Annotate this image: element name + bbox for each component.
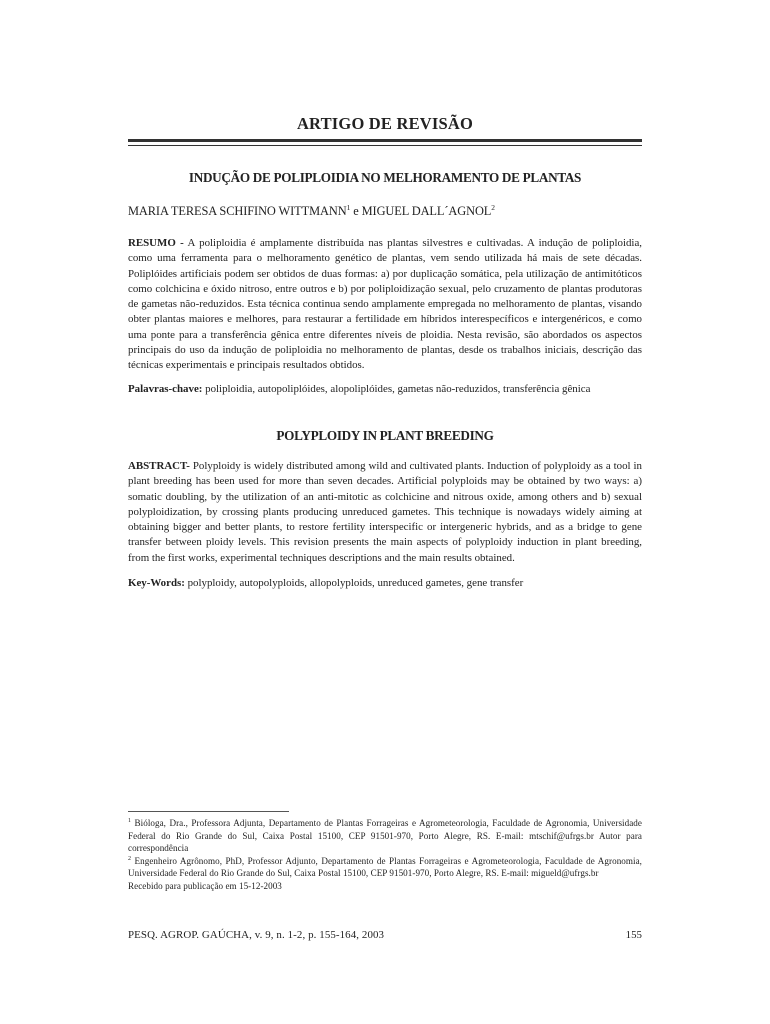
footnote-2-mark: 2 (128, 855, 132, 862)
resumo-paragraph (128, 236, 642, 374)
journal-citation: PESQ. AGROP. GAÚCHA, v. 9, n. 1-2, p. 155-164, 2003 (128, 929, 385, 941)
author-1-name: MARIA TERESA SCHIFINO WITTMANN (128, 204, 347, 218)
palavras-chave-label: Palavras-chave: (128, 383, 203, 395)
author-2-footnote-mark: 2 (491, 202, 495, 212)
abstract-text: Polyploidy is widely distributed among wild and cultivated plants. Induction of polyploidy as a tool in plant breeding has been used for more than seven decades. Artificial polyploids may be obtained by two ways: a) somatic doubling, by the utilization of an anti-mitotic as colchicine and nitrous oxide, among others and b) sexual polyploidization, by crossing plants producing unreduced gametes. This technique is nowadays widely aiming at obtaining bigger and better plants, to restore fertility interspecific or intergeneric hybrids, and as a bridge to gene transfer between ploidy levels. This revision presents the main aspects of polyploidy induction in plant breeding, from the first works, experimental techniques descriptions and the main results obtained. (128, 460, 642, 564)
footnote-1 (128, 817, 642, 855)
received-date: Recebido para publicação em 15-12-2003 (128, 880, 282, 891)
article-title-pt: INDUÇÃO DE POLIPLOIDIA NO MELHORAMENTO DE PLANTAS (188, 170, 582, 185)
resumo-text: A poliploidia é amplamente distribuída nas plantas silvestres e cultivadas. A indução de poliploidia, como uma ferramenta para o melhoramento genético de plantas, vem sendo utilizada há mais de sete décadas. Poliplóides artificiais podem ser obtidos de duas formas: a) por duplicação somática, pela utilização de antimitóticos como colchicina e óxido nitroso, entre outros e b) por poliploidização sexual, pelo cruzamento de plantas produtoras de gametas não-reduzidos. Esta técnica continua sendo amplamente empregada no melhoramento de plantas, visando obter plantas maiores e melhores, para restaurar a fertilidade em híbridos interespecíficos e intergenéricos, e como uma ponte para a transferência gênica entre diferentes níveis de ploidia. Nesta revisão, são abordados os aspectos principais do uso da indução de poliploidia no melhoramento de plantas, desde os trabalhos iniciais, descrição das técnicas experimentais e principais resultados obtidos. (128, 237, 642, 372)
author-line (128, 204, 642, 219)
abstract-paragraph (128, 459, 642, 566)
footnote-2 (128, 855, 642, 880)
key-words-text: polyploidy, autopolyploids, allopolyploids, unreduced gametes, gene transfer (184, 577, 524, 589)
footnote-1-text: Bióloga, Dra., Professora Adjunta, Departamento de Plantas Forrageiras e Agrometeorologia, Faculdade de Agronomia, Universidade Federal do Rio Grande do Sul, Caixa Postal 15100, CEP 91501-970, Porto Alegre, RS. E-mail: mtschif@ufrgs.br Autor para correspondência (128, 818, 642, 854)
palavras-chave-paragraph (128, 382, 642, 397)
palavras-chave-text: poliploidia, autopoliplóides, alopoliplóides, gametas não-reduzidos, transferência gênica (202, 383, 591, 395)
author-joiner: e (350, 204, 362, 218)
footnote-1-mark: 1 (128, 817, 132, 824)
key-words-label: Key-Words: (128, 577, 185, 589)
header-rule-thick (128, 139, 642, 142)
author-2-name: MIGUEL DALL´AGNOL (361, 204, 492, 218)
key-words-paragraph (128, 576, 642, 591)
section-label: ARTIGO DE REVISÃO (296, 114, 474, 133)
author-1-footnote-mark: 1 (346, 202, 351, 212)
footnotes (128, 817, 642, 893)
page-number: 155 (625, 929, 642, 941)
abstract-label: ABSTRACT- (128, 460, 190, 472)
footnote-divider (128, 811, 289, 812)
footnote-2-text: Engenheiro Agrônomo, PhD, Professor Adjunto, Departamento de Plantas Forrageiras e Agrometeorologia, Faculdade de Agronomia, Universidade Federal do Rio Grande do Sul, Caixa Postal 15100, CEP 91501-970, Porto Alegre, RS. E-mail: migueld@ufrgs.br (128, 855, 642, 879)
header-rule-thin (128, 145, 642, 146)
article-title-en: POLYPLOIDY IN PLANT BREEDING (276, 428, 494, 443)
resumo-label: RESUMO - (128, 237, 184, 249)
